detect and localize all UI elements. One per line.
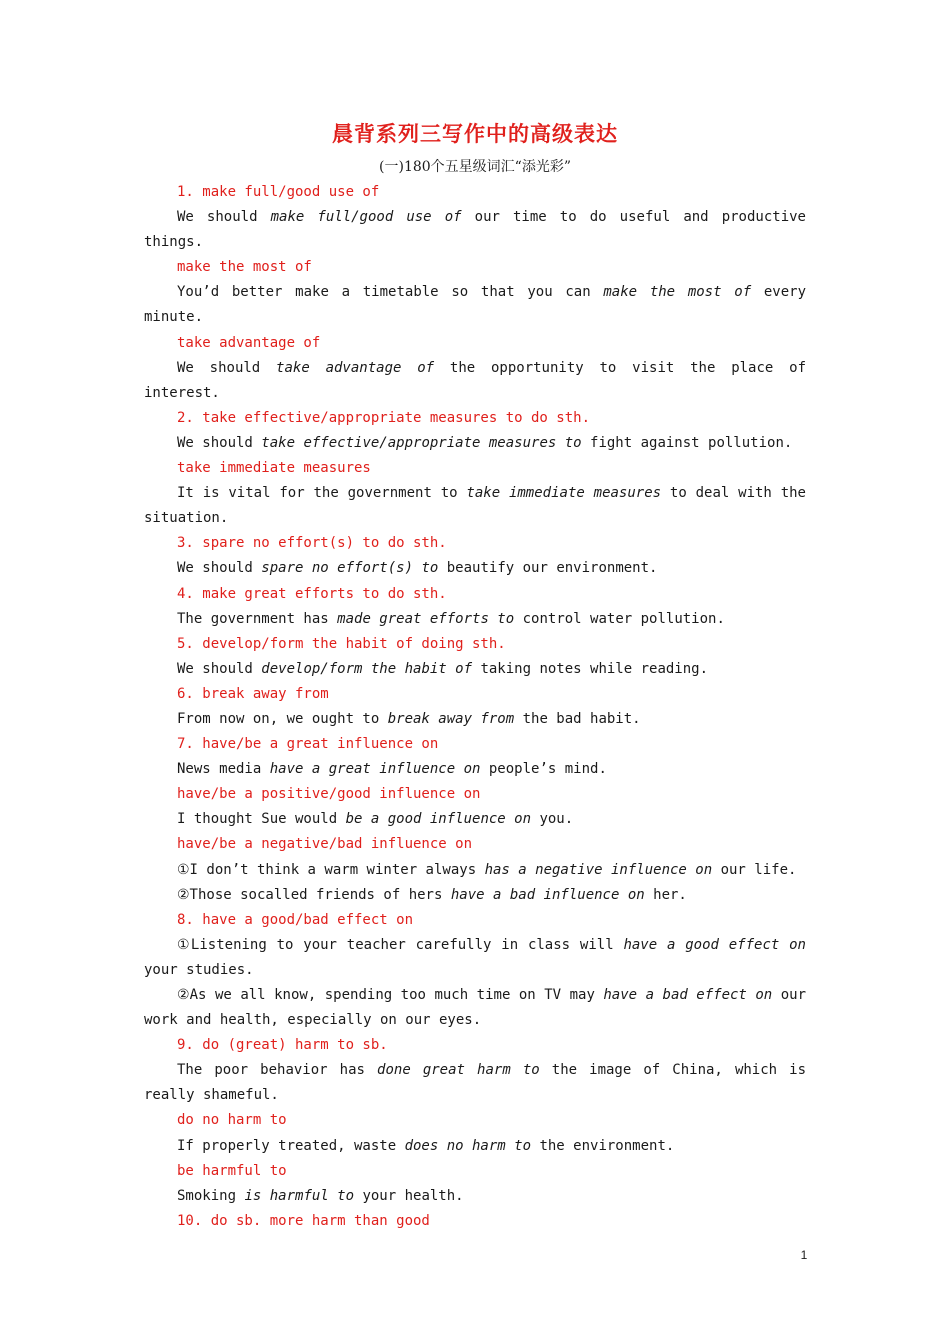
sentence-text: ①Listening to your teacher carefully in class will [177,936,624,953]
sentence-text: control water pollution. [514,610,725,627]
sentence-text: people’s mind. [480,761,607,778]
sentence-text: The poor behavior has [177,1062,378,1079]
phrase-heading: 6. break away from [177,685,329,702]
phrase-heading: take advantage of [177,334,321,351]
example-sentence [144,556,806,581]
example-sentence [144,883,806,908]
highlighted-expression: has a negative influence on [484,861,713,878]
example-sentence [144,757,806,782]
example-sentence [144,431,806,456]
phrase-heading: 1. make full/good use of [177,184,380,200]
sentence-text: ②As we all know, spending too much time on TV may [177,987,604,1003]
phrase-heading: 2. take effective/appropriate measures to do sth. [177,409,591,426]
highlighted-expression: be a good influence on [345,811,532,828]
sentence-text: beautify our environment. [438,560,658,577]
sentence-text: her. [644,886,687,903]
phrase-heading: 10. do sb. more harm than good [177,1212,430,1229]
highlighted-expression: does no harm to [404,1137,532,1154]
highlighted-expression: have a bad effect on [603,987,773,1003]
sentence-text: the bad habit. [514,710,641,727]
phrase-heading: 7. have/be a great influence on [177,736,439,753]
sentence-text: ②Those socalled friends of hers [177,886,451,903]
example-sentence [144,1184,806,1209]
sentence-text: fight against pollution. [581,434,793,451]
phrase-heading: 3. spare no effort(s) to do sth. [177,535,447,552]
example-sentence [144,280,806,330]
phrase-heading: have/be a negative/bad influence on [177,836,473,853]
sentence-text: our work and health, especially on our eyes. [144,987,807,1029]
highlighted-expression: is harmful to [244,1187,355,1204]
example-sentence [144,807,806,832]
sentence-text: We should [177,434,262,451]
sentence-text: the environment. [531,1137,675,1154]
sentence-text: taking notes while reading. [472,660,709,677]
phrase-heading: 4. make great efforts to do sth. [177,585,447,602]
example-sentence [144,933,806,983]
sentence-text: every minute. [144,284,806,326]
section-subtitle: (一)180个五星级词汇“添光彩” [379,159,571,175]
phrase-heading: do no harm to [177,1112,287,1129]
sentence-text: We should [177,660,262,677]
sentence-text: Smoking [177,1187,245,1204]
example-sentence [144,983,806,1033]
sentence-text: the image of China, which is really shameful. [144,1062,807,1104]
sentence-text: You’d better make a timetable so that you can [177,284,604,301]
sentence-text: If properly treated, waste [177,1137,405,1154]
example-sentence [144,1134,806,1159]
highlighted-expression: make full/good use of [270,209,462,226]
sentence-text: From now on, we ought to [177,710,388,727]
page-number: 1 [800,1248,808,1262]
sentence-text: It is vital for the government to [177,485,467,502]
sentence-text: I thought Sue would [177,811,346,828]
sentence-text: our time to do useful and productive things. [144,209,806,251]
sentence-text: to deal with the situation. [144,485,806,527]
phrase-heading: be harmful to [177,1162,287,1179]
phrase-heading: take immediate measures [177,460,371,477]
phrase-heading: 8. have a good/bad effect on [177,911,414,928]
sentence-text: the opportunity to visit the place of interest. [144,359,806,401]
highlighted-expression: break away from [387,710,515,727]
phrase-heading: make the most of [177,259,312,276]
sentence-text: our life. [712,861,797,878]
example-sentence [144,607,806,632]
example-sentence [144,1058,806,1108]
phrase-heading: 5. develop/form the habit of doing sth. [177,635,506,652]
example-sentence [144,481,806,531]
sentence-text: your studies. [144,961,254,978]
highlighted-expression: have a good effect on [623,936,806,953]
sentence-text: We should [177,560,262,577]
example-sentence [144,205,806,255]
sentence-text: ①I don’t think a warm winter always [177,861,485,878]
highlighted-expression: done great harm to [377,1062,540,1079]
highlighted-expression: take effective/appropriate measures to [261,434,582,451]
example-sentence [144,356,806,406]
sentence-text: We should [177,359,277,376]
highlighted-expression: have a bad influence on [450,886,645,903]
sentence-text: your health. [354,1187,464,1204]
expression-list [144,180,806,1234]
example-sentence [144,858,806,883]
example-sentence [144,707,806,732]
highlighted-expression: take immediate measures [466,485,662,502]
phrase-heading: 9. do (great) harm to sb. [177,1037,388,1054]
sentence-text: The government has [177,610,338,627]
sentence-text: We should [177,209,271,226]
highlighted-expression: made great efforts to [337,610,515,627]
example-sentence [144,657,806,682]
highlighted-expression: spare no effort(s) to [261,560,439,577]
highlighted-expression: have a great influence on [269,761,481,778]
highlighted-expression: develop/form the habit of [261,660,473,677]
sentence-text: News media [177,761,270,778]
highlighted-expression: take advantage of [276,359,435,376]
page-title: 晨背系列三写作中的高级表达 [332,121,618,146]
highlighted-expression: make the most of [603,284,752,301]
sentence-text: you. [531,811,574,828]
phrase-heading: have/be a positive/good influence on [177,786,481,803]
